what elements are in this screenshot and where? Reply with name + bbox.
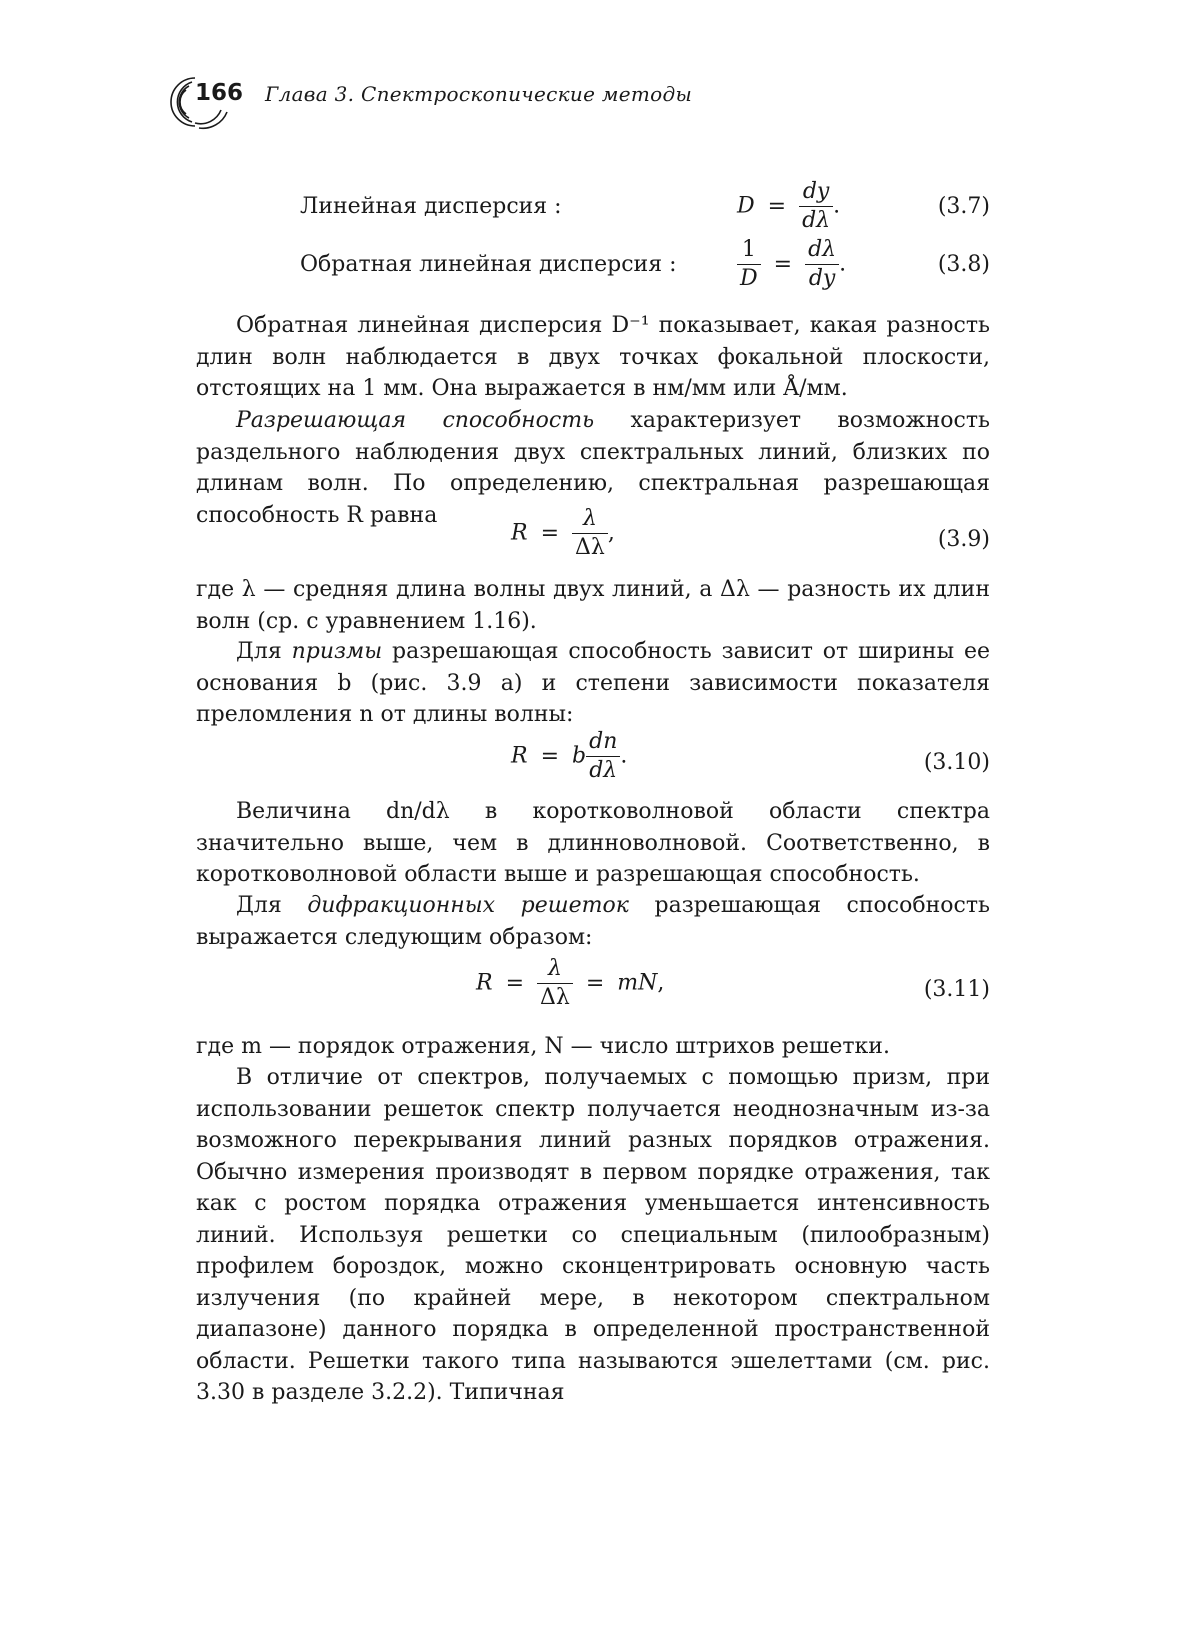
eq-lhs: D [737, 193, 755, 219]
equation-number: (3.9) [937, 527, 990, 552]
eq-denominator: dλ [802, 208, 831, 233]
eq-numerator: dn [586, 728, 620, 757]
equation-body [511, 728, 627, 785]
eq-fraction [572, 505, 608, 562]
page-header [165, 72, 865, 132]
equation-3-8 [300, 236, 990, 296]
eq-numerator: λ [537, 955, 573, 984]
eq-end: , [657, 970, 665, 996]
equation-body [476, 955, 664, 1012]
equation-label: Обратная линейная дисперсия : [300, 252, 677, 277]
term-diffraction-gratings: дифракционных решеток [307, 893, 629, 918]
paragraph-echelettes: В отличие от спектров, получаемых с помощью призм, при использовании решеток спектр получается неоднозначным из-за возможного перекрывания линий разных порядков отражения. Обычно измерения производят в первом порядке отражения, так как с ростом порядка отражения уменьшается интенсивность линий. Используя решетки со специальным (пилообразным) профилем бороздок, можно сконцентрировать основную часть излучения (по крайней мере, в некотором спектральном диапазоне) данного порядка в определенной пространственной области. Решетки такого типа называются эшелеттами (см. рис. 3.30 в разделе 3.2.2). Типичная [196, 1065, 990, 1405]
eq-fraction [799, 178, 833, 235]
eq-denominator: dλ [589, 758, 618, 783]
eq-equals: = [767, 193, 787, 219]
eq-coefficient: b [572, 743, 587, 769]
eq-fraction [537, 955, 573, 1012]
eq-lhs-denominator: D [740, 266, 758, 291]
paragraph-text: характеризует возможность раздельного наблюдения двух спектральных линий, близких по длинам волн. По определению, спектральная разрешающая способность R равна [196, 408, 991, 528]
eq-numerator: λ [572, 505, 608, 534]
term-prism: призмы [291, 639, 383, 664]
paragraph-text: разрешающая способность выражается следующим образом: [196, 893, 990, 950]
equation-3-7 [300, 178, 990, 238]
eq-denominator: Δλ [540, 985, 570, 1010]
equation-3-11 [196, 955, 990, 1025]
equation-body [737, 178, 840, 235]
eq-lhs-numerator: 1 [737, 236, 761, 265]
eq-end: . [839, 251, 847, 277]
paragraph-text: Для [236, 639, 292, 664]
paragraph-where-m: где m — порядок отражения, N — число штрихов решетки. [196, 1034, 890, 1059]
eq-end: . [620, 743, 628, 769]
eq-equals: = [773, 251, 793, 277]
equation-number: (3.10) [923, 750, 990, 775]
eq-denominator: Δλ [575, 535, 605, 560]
eq-fraction [586, 728, 620, 785]
paragraph-where-lambda: где λ — средняя длина волны двух линий, а Δλ — разность их длин волн (ср. с уравнением 1.16). [196, 577, 990, 634]
eq-lhs-fraction [737, 236, 761, 293]
paragraph-dn-dlambda: Величина dn/dλ в коротковолновой области спектра значительно выше, чем в длинноволновой. Соответственно, в коротковолновой области выше и разрешающая способность. [196, 799, 990, 887]
eq-rhs: mN [617, 970, 658, 996]
eq-equals: = [505, 970, 525, 996]
equation-body [511, 505, 615, 562]
eq-numerator: dy [799, 178, 833, 207]
equation-3-10 [196, 728, 990, 798]
eq-end: , [607, 520, 615, 546]
page-number: 166 [195, 80, 244, 106]
equation-number: (3.8) [937, 252, 990, 277]
eq-numerator: dλ [805, 236, 839, 265]
running-title: Глава 3. Спектроскопические методы [265, 82, 693, 106]
eq-lhs: R [511, 743, 528, 769]
term-resolving-power: Разрешающая способность [236, 408, 595, 433]
eq-end: . [833, 193, 841, 219]
eq-fraction [805, 236, 839, 293]
eq-equals: = [540, 520, 560, 546]
eq-equals-2: = [585, 970, 605, 996]
equation-number: (3.7) [937, 194, 990, 219]
equation-body [737, 236, 846, 293]
equation-3-9 [196, 505, 990, 575]
equation-number: (3.11) [923, 977, 990, 1002]
eq-denominator: dy [808, 266, 836, 291]
paragraph-text: разрешающая способность зависит от ширины ее основания b (рис. 3.9 а) и степени зависимости показателя преломления n от длины волны: [196, 639, 990, 727]
eq-lhs: R [511, 520, 528, 546]
equation-label: Линейная дисперсия : [300, 194, 562, 219]
paragraph-text: Для [236, 893, 308, 918]
eq-lhs: R [476, 970, 493, 996]
paragraph-prism [196, 636, 990, 731]
eq-equals: = [540, 743, 560, 769]
paragraph-gratings [196, 890, 990, 953]
paragraph-inverse-dispersion: Обратная линейная дисперсия D⁻¹ показывает, какая разность длин волн наблюдается в двух точках фокальной плоскости, отстоящих на 1 мм. Она выражается в нм/мм или Å/мм. [196, 313, 990, 401]
